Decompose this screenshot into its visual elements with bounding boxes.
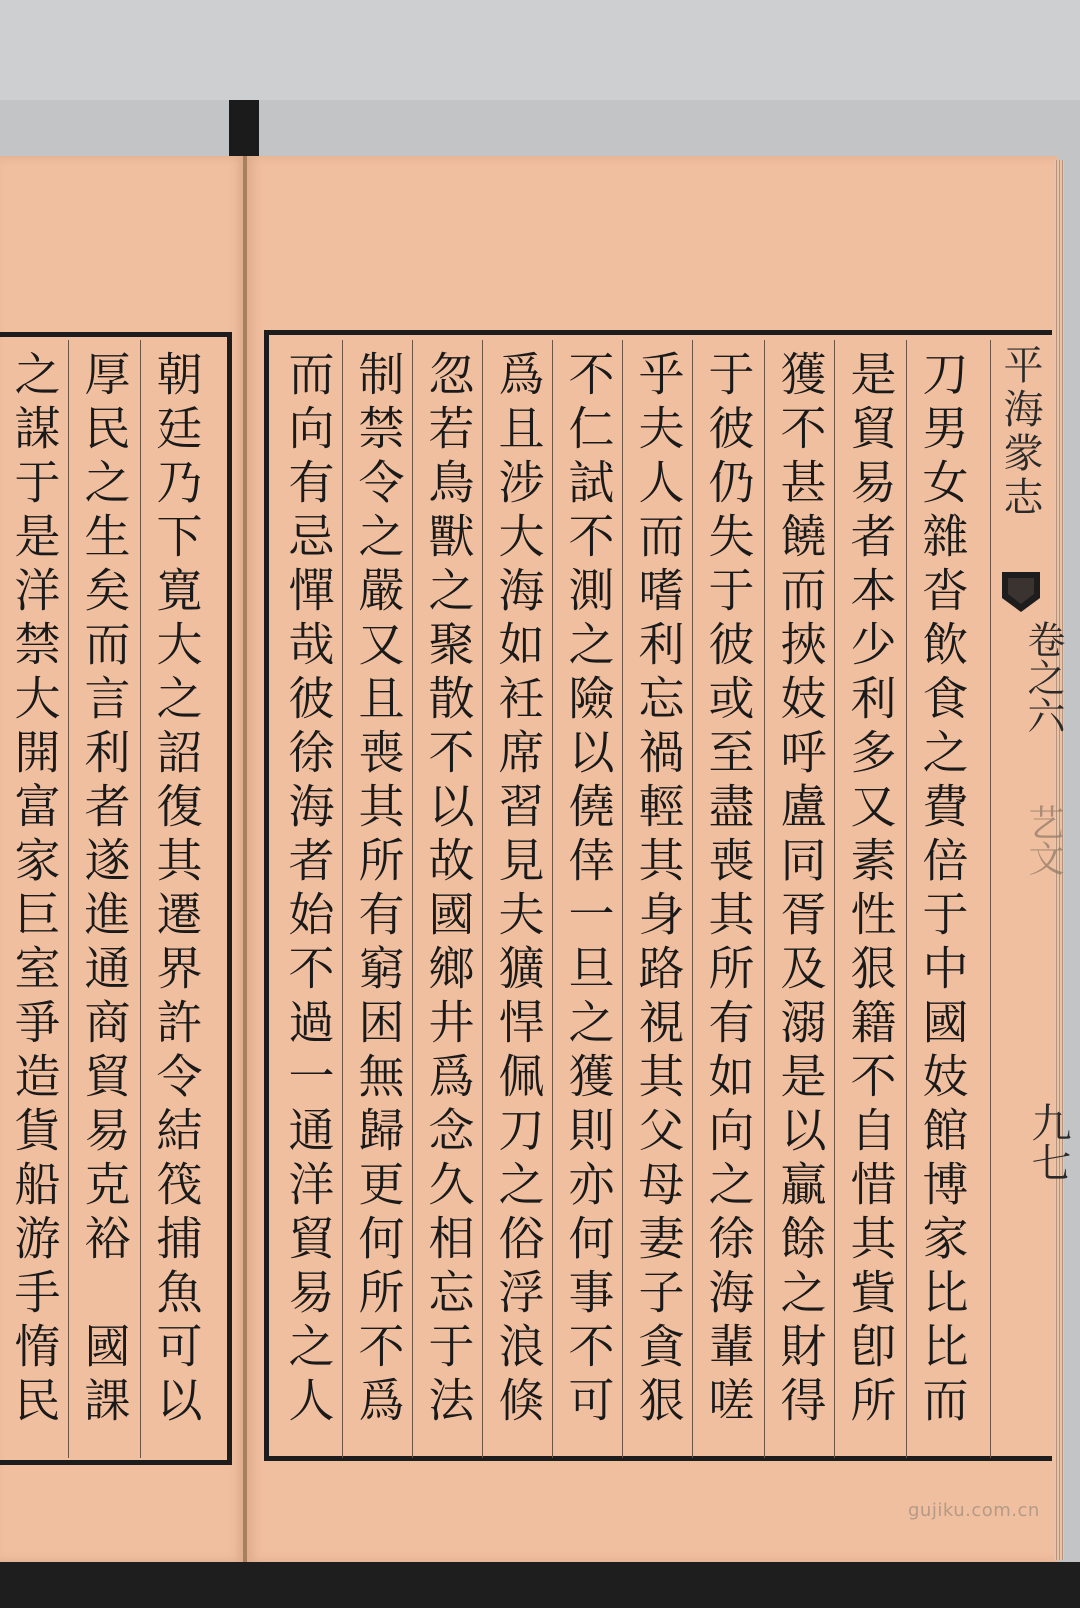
folio-number: 九七	[1025, 1102, 1071, 1182]
right-column-7	[490, 350, 554, 1450]
column-rule	[764, 340, 765, 1458]
column-text: 之謀于是洋禁大開富家巨室爭造貨船游手惰民	[7, 350, 62, 1430]
fishtail-mark-icon	[1000, 568, 1042, 616]
section-label: 艺文	[1023, 804, 1064, 876]
watermark: gujiku.com.cn	[908, 1500, 1040, 1521]
column-text: 乎夫人而嗜利忘禍輕其身路視其父母妻子貪狠	[631, 350, 686, 1430]
column-text: 是貿易者本少利多又素性狠籍不自惜其貲卽所	[843, 350, 898, 1430]
book-title: 平海䝉志	[997, 344, 1043, 520]
scanner-top-band	[0, 0, 1080, 100]
scanner-bottom-band	[0, 1562, 1080, 1608]
right-column-8	[420, 350, 484, 1450]
column-text: 于彼仍失于彼或至盡喪其所有如向之徐海輩嗟	[701, 350, 756, 1430]
column-text: 刀男女雜沓飲食之費倍于中國妓館博家比比而	[915, 350, 970, 1430]
column-text: 不仁試不測之險以僥倖一旦之獲則亦何事不可	[561, 350, 616, 1430]
right-column-5	[630, 350, 694, 1450]
right-column-10	[280, 350, 344, 1450]
right-column-1	[914, 350, 978, 1450]
volume-label: 卷之六	[1021, 620, 1065, 734]
right-column-2	[842, 350, 906, 1450]
column-text: 而向有忌憚哉彼徐海者始不過一通洋貿易之人	[281, 350, 336, 1430]
column-rule	[140, 340, 141, 1458]
column-text: 制禁令之嚴又且喪其所有窮困無歸更何所不爲	[351, 350, 406, 1430]
column-text: 厚民之生矣而言利者遂進通商貿易克裕 國課	[77, 350, 132, 1430]
right-column-6	[560, 350, 624, 1450]
right-column-4	[700, 350, 764, 1450]
left-column-3	[6, 350, 70, 1450]
column-text: 朝廷乃下寛大之詔復其遷界許令結筏捕魚可以	[149, 350, 204, 1430]
right-column-9	[350, 350, 414, 1450]
left-column-1	[148, 350, 212, 1450]
right-column-3	[772, 350, 836, 1450]
column-rule	[906, 340, 907, 1458]
binding-spine-strip	[229, 100, 259, 158]
column-text: 忽若鳥獸之聚散不以故國鄉井爲念久相忘于法	[421, 350, 476, 1430]
column-rule	[990, 340, 991, 1458]
left-column-2	[76, 350, 140, 1450]
column-text: 爲且涉大海如衽席習見夫獷悍佩刀之俗浮浪倏	[491, 350, 546, 1430]
column-text: 獲不甚饒而挾妓呼盧同胥及溺是以贏餘之財得	[773, 350, 828, 1430]
book-fold	[243, 156, 247, 1562]
